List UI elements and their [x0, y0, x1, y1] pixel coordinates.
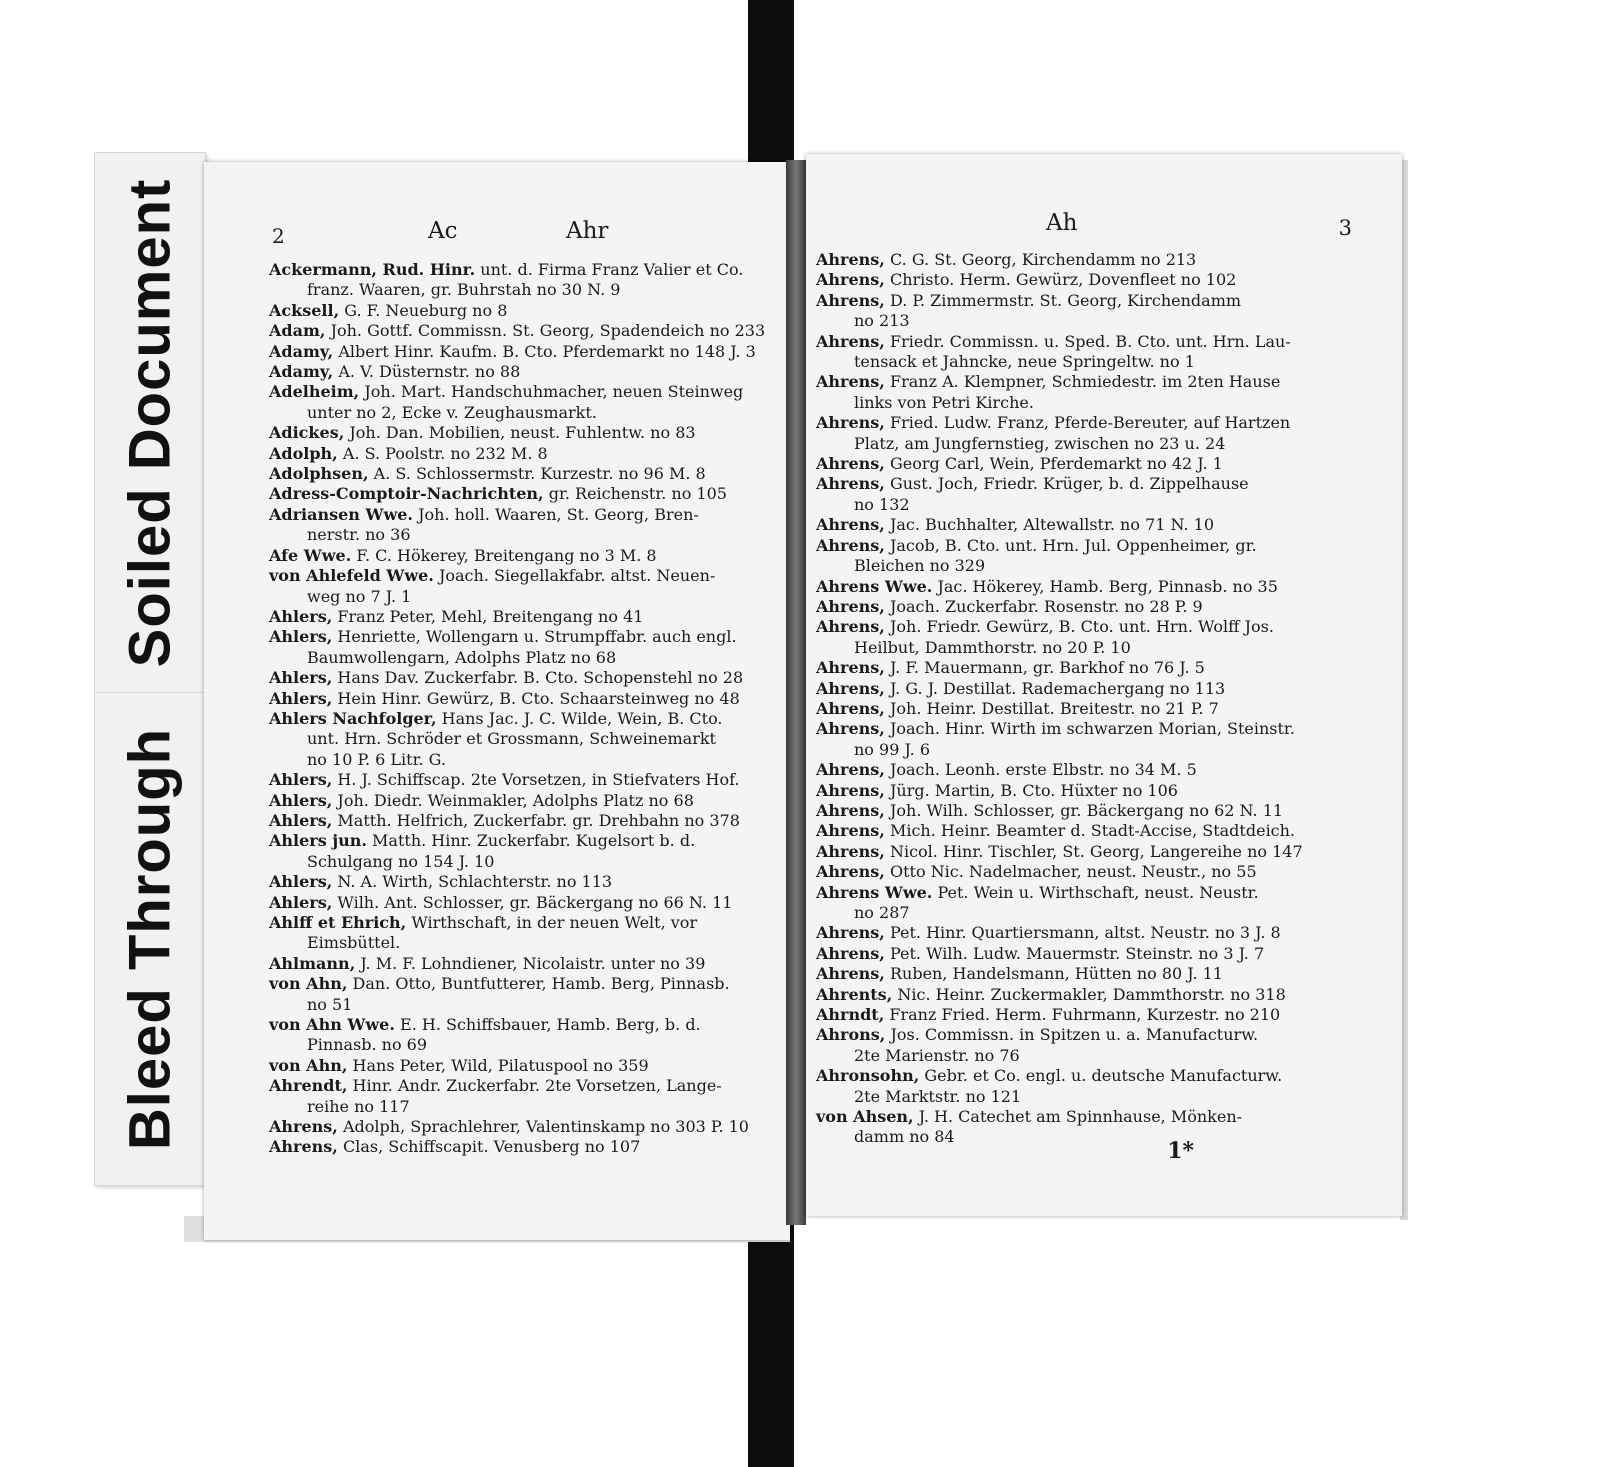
entry-name: Ahrens, — [816, 372, 885, 392]
directory-entry — [816, 801, 1380, 821]
entry-detail: Joach. Leonh. erste Elbstr. no 34 M. 5 — [889, 760, 1197, 780]
entry-name: Ahrens, — [816, 964, 885, 984]
entry-name: Adriansen Wwe. — [269, 504, 413, 524]
entry-detail: Fried. Ludw. Franz, Pferde-Bereuter, auf Hartzen — [889, 413, 1291, 433]
entry-name: Ahrens, — [816, 535, 885, 555]
entry-continuation: weg no 7 J. 1 — [307, 586, 412, 606]
entry-name: Ahrens, — [816, 617, 885, 637]
entry-name: von Ahn Wwe. — [269, 1015, 395, 1035]
entry-name: Adress-Comptoir-Nachrichten, — [269, 484, 544, 504]
entry-name: Ahlers, — [269, 668, 333, 688]
entry-detail: J. F. Mauermann, gr. Barkhof no 76 J. 5 — [889, 658, 1205, 678]
entry-detail: Hans Jac. J. C. Wilde, Wein, B. Cto. — [441, 708, 723, 728]
directory-entry — [269, 791, 768, 811]
entry-continuation: no 51 — [307, 994, 353, 1014]
right-header: Ah — [1046, 210, 1078, 236]
directory-entry — [816, 597, 1380, 617]
directory-entry — [816, 1005, 1380, 1025]
directory-entry — [816, 270, 1380, 290]
left-header-start: Ac — [428, 218, 458, 244]
entry-name: Adickes, — [269, 423, 345, 443]
right-page-header — [806, 210, 1402, 244]
directory-entry — [269, 321, 768, 341]
directory-entry — [816, 332, 1380, 373]
entry-name: Ahrens, — [816, 290, 885, 310]
entry-name: Ahrons, — [816, 1025, 886, 1045]
directory-entry — [269, 913, 768, 954]
entry-continuation: Schulgang no 154 J. 10 — [307, 851, 495, 871]
entry-continuation: unt. Hrn. Schröder et Grossmann, Schweinemarkt — [307, 729, 716, 749]
entry-detail: G. F. Neueburg no 8 — [344, 300, 508, 320]
right-page — [806, 154, 1402, 1216]
entry-detail: Albert Hinr. Kaufm. B. Cto. Pferdemarkt no 148 J. 3 — [338, 341, 756, 361]
entry-name: Ahrens, — [816, 413, 885, 433]
directory-entry — [269, 893, 768, 913]
entry-name: Ahrents, — [816, 984, 893, 1004]
directory-entry — [816, 679, 1380, 699]
directory-entry — [269, 423, 768, 443]
directory-entry — [269, 1137, 768, 1157]
entry-detail: Pet. Wilh. Ludw. Mauermstr. Steinstr. no 3 J. 7 — [889, 943, 1265, 963]
directory-entry — [816, 719, 1380, 760]
entry-continuation: 2te Marienstr. no 76 — [854, 1045, 1020, 1065]
directory-entry — [269, 1117, 768, 1137]
entry-detail: Franz A. Klempner, Schmiedestr. im 2ten Hause — [889, 372, 1281, 392]
entry-detail: Hans Peter, Wild, Pilatuspool no 359 — [352, 1055, 649, 1075]
directory-entry — [269, 668, 768, 688]
directory-entry — [269, 627, 768, 668]
directory-entry — [269, 505, 768, 546]
directory-entry — [816, 291, 1380, 332]
entry-name: Ahrens, — [816, 719, 885, 739]
entry-continuation: 2te Marktstr. no 121 — [854, 1086, 1022, 1106]
directory-entry — [269, 954, 768, 974]
directory-entry — [269, 974, 768, 1015]
entry-continuation: tensack et Jahncke, neue Springeltw. no 1 — [854, 352, 1195, 372]
directory-entry — [816, 474, 1380, 515]
entry-detail: Hans Dav. Zuckerfabr. B. Cto. Schopenstehl no 28 — [337, 668, 744, 688]
entry-name: von Ahn, — [269, 1055, 348, 1075]
entry-continuation: Baumwollengarn, Adolphs Platz no 68 — [307, 647, 617, 667]
entry-detail: F. C. Hökerey, Breitengang no 3 M. 8 — [356, 545, 657, 565]
left-page-number: 2 — [272, 224, 285, 248]
entry-continuation: franz. Waaren, gr. Buhrstah no 30 N. 9 — [307, 280, 621, 300]
entry-name: Ahrens, — [816, 678, 885, 698]
directory-entry — [269, 260, 768, 301]
entry-detail: Joh. Mart. Handschuhmacher, neuen Steinweg — [364, 382, 744, 402]
entry-name: Adam, — [269, 321, 326, 341]
entry-detail: Joh. Wilh. Schlosser, gr. Bäckergang no 62 N. 11 — [889, 800, 1284, 820]
entry-detail: Georg Carl, Wein, Pferdemarkt no 42 J. 1 — [889, 454, 1223, 474]
entry-name: Ahrens, — [816, 760, 885, 780]
entry-detail: C. G. St. Georg, Kirchendamm no 213 — [889, 250, 1197, 269]
entry-detail: Christo. Herm. Gewürz, Dovenfleet no 102 — [889, 270, 1237, 290]
entry-detail: Joh. Gottf. Commissn. St. Georg, Spadendeich no 233 — [330, 321, 766, 341]
entry-name: Adolphsen, — [269, 464, 369, 484]
entry-continuation: unter no 2, Ecke v. Zeughausmarkt. — [307, 402, 597, 422]
entry-detail: Hinr. Andr. Zuckerfabr. 2te Vorsetzen, Lange- — [352, 1076, 722, 1096]
entry-continuation: no 10 P. 6 Litr. G. — [307, 749, 446, 769]
directory-entry — [816, 862, 1380, 882]
directory-entry — [816, 536, 1380, 577]
entry-detail: Pet. Hinr. Quartiersmann, altst. Neustr. no 3 J. 8 — [889, 923, 1281, 943]
entry-detail: Jac. Hökerey, Hamb. Berg, Pinnasb. no 35 — [937, 576, 1278, 596]
entry-name: Ahrens, — [816, 250, 885, 269]
entry-name: Ahlers, — [269, 627, 333, 647]
entry-continuation: no 287 — [854, 903, 910, 922]
directory-entry — [269, 546, 768, 566]
bleed-through-card — [94, 692, 206, 1186]
directory-entry — [816, 923, 1380, 943]
entry-continuation: no 213 — [854, 311, 910, 331]
entry-continuation: Platz, am Jungfernstieg, zwischen no 23 u. 24 — [854, 433, 1226, 453]
directory-entry — [269, 342, 768, 362]
directory-entry — [269, 464, 768, 484]
entry-name: Ahrens, — [269, 1137, 338, 1157]
entry-name: Ahrens, — [816, 658, 885, 678]
directory-entry — [816, 577, 1380, 597]
directory-entry — [269, 301, 768, 321]
entry-name: Ahlers, — [269, 810, 333, 830]
entry-name: Adamy, — [269, 341, 334, 361]
entry-detail: Joh. Diedr. Weinmakler, Adolphs Platz no 68 — [337, 790, 694, 810]
entry-detail: A. S. Poolstr. no 232 M. 8 — [342, 443, 548, 463]
entry-detail: D. P. Zimmermstr. St. Georg, Kirchendamm — [889, 290, 1242, 310]
entry-name: Ahrens, — [816, 331, 885, 351]
entry-name: Ahrendt, — [269, 1076, 348, 1096]
entry-name: Adelheim, — [269, 382, 360, 402]
directory-entry — [269, 689, 768, 709]
entry-detail: Otto Nic. Nadelmacher, neust. Neustr., no 55 — [889, 862, 1257, 882]
entry-detail: Dan. Otto, Buntfutterer, Hamb. Berg, Pinnasb. — [352, 974, 730, 994]
entry-detail: Clas, Schiffscapit. Venusberg no 107 — [342, 1137, 641, 1157]
entry-detail: Franz Fried. Herm. Fuhrmann, Kurzestr. no 210 — [889, 1005, 1281, 1025]
entry-detail: Ruben, Handelsmann, Hütten no 80 J. 11 — [889, 964, 1223, 984]
directory-entry — [269, 811, 768, 831]
binding-clip-bottom — [748, 1222, 794, 1467]
entry-detail: Hein Hinr. Gewürz, B. Cto. Schaarsteinweg no 48 — [337, 688, 740, 708]
directory-entry — [269, 1015, 768, 1056]
entry-detail: unt. d. Firma Franz Valier et Co. — [480, 260, 744, 279]
entry-detail: Nic. Heinr. Zuckermakler, Dammthorstr. no 318 — [897, 984, 1286, 1004]
entry-continuation: nerstr. no 36 — [307, 525, 411, 545]
soiled-document-card — [94, 152, 206, 694]
entry-name: von Ahlefeld Wwe. — [269, 566, 434, 586]
entry-detail: Friedr. Commissn. u. Sped. B. Cto. unt. Hrn. Lau- — [889, 331, 1291, 351]
entry-detail: Pet. Wein u. Wirthschaft, neust. Neustr. — [937, 882, 1259, 902]
entry-detail: Jürg. Martin, B. Cto. Hüxter no 106 — [889, 780, 1178, 800]
entry-continuation: Heilbut, Dammthorstr. no 20 P. 10 — [854, 637, 1131, 657]
directory-entry — [269, 1076, 768, 1117]
entry-name: Ahrens, — [269, 1117, 338, 1137]
entry-detail: Joh. Heinr. Destillat. Breitestr. no 21 P. 7 — [889, 698, 1219, 718]
entry-name: Ahlers, — [269, 770, 333, 790]
entry-name: von Ahsen, — [816, 1107, 914, 1127]
entry-name: Ahrens Wwe. — [816, 576, 933, 596]
entry-name: Ahlff et Ehrich, — [269, 913, 407, 932]
entry-detail: Matth. Hinr. Zuckerfabr. Kugelsort b. d. — [372, 831, 696, 851]
directory-entry — [269, 770, 768, 790]
entry-name: Ahlers, — [269, 790, 333, 810]
entry-name: Adamy, — [269, 362, 334, 382]
entry-detail: Joh. Dan. Mobilien, neust. Fuhlentw. no 83 — [349, 423, 696, 443]
directory-entry — [269, 709, 768, 770]
directory-entry — [816, 372, 1380, 413]
binding-clip-top — [748, 0, 794, 168]
directory-entry — [816, 454, 1380, 474]
entry-detail: Jacob, B. Cto. unt. Hrn. Jul. Oppenheimer, gr. — [889, 535, 1257, 555]
entry-detail: Joh. holl. Waaren, St. Georg, Bren- — [418, 504, 699, 524]
directory-entry — [269, 1056, 768, 1076]
entry-continuation: Bleichen no 329 — [854, 556, 986, 576]
entry-name: Ahrens, — [816, 841, 885, 861]
entry-detail: E. H. Schiffsbauer, Hamb. Berg, b. d. — [400, 1015, 701, 1035]
entry-detail: Gebr. et Co. engl. u. deutsche Manufacturw. — [924, 1066, 1283, 1086]
entry-detail: Joh. Friedr. Gewürz, B. Cto. unt. Hrn. Wolff Jos. — [889, 617, 1274, 637]
directory-entry — [816, 1107, 1380, 1148]
left-page-header — [204, 218, 790, 252]
entry-detail: Adolph, Sprachlehrer, Valentinskamp no 303 P. 10 — [342, 1117, 749, 1137]
entry-continuation: Eimsbüttel. — [307, 933, 401, 953]
entry-detail: H. J. Schiffscap. 2te Vorsetzen, in Stiefvaters Hof. — [337, 770, 740, 790]
directory-entry — [269, 607, 768, 627]
entry-continuation: no 99 J. 6 — [854, 739, 930, 759]
entry-name: Ahlers, — [269, 872, 333, 892]
left-entry-list — [269, 260, 768, 1158]
directory-entry — [816, 699, 1380, 719]
directory-entry — [816, 985, 1380, 1005]
entry-continuation: links von Petri Kirche. — [854, 392, 1034, 412]
entry-detail: Wirthschaft, in der neuen Welt, vor — [411, 913, 698, 932]
entry-detail: Henriette, Wollengarn u. Strumpffabr. auch engl. — [337, 627, 737, 647]
directory-entry — [269, 566, 768, 607]
entry-detail: N. A. Wirth, Schlachterstr. no 113 — [337, 872, 613, 892]
entry-detail: Joach. Hinr. Wirth im schwarzen Morian, Steinstr. — [889, 719, 1295, 739]
directory-entry — [816, 1066, 1380, 1107]
entry-name: Ahrens, — [816, 270, 885, 290]
entry-name: Ahrens, — [816, 515, 885, 535]
entry-detail: Gust. Joch, Friedr. Krüger, b. d. Zippelhause — [889, 474, 1249, 494]
entry-detail: Jos. Commissn. in Spitzen u. a. Manufacturw. — [890, 1025, 1259, 1045]
entry-name: Ahlers Nachfolger, — [269, 708, 437, 728]
directory-entry — [269, 444, 768, 464]
bleed-through-label: Bleed Through — [117, 727, 183, 1151]
directory-entry — [816, 883, 1380, 924]
directory-entry — [816, 964, 1380, 984]
entry-name: Ahrens, — [816, 780, 885, 800]
directory-entry — [816, 413, 1380, 454]
entry-detail: J. H. Catechet am Spinnhause, Mönken- — [918, 1107, 1243, 1127]
entry-detail: Mich. Heinr. Beamter d. Stadt-Accise, Stadtdeich. — [889, 821, 1296, 841]
entry-name: Acksell, — [269, 300, 340, 320]
signature-mark: 1* — [1167, 1138, 1194, 1164]
entry-name: Ahlers jun. — [269, 831, 367, 851]
entry-name: Ahlers, — [269, 688, 333, 708]
directory-entry — [816, 617, 1380, 658]
directory-entry — [816, 1025, 1380, 1066]
directory-entry — [269, 831, 768, 872]
entry-name: Ahrens, — [816, 454, 885, 474]
left-page — [204, 162, 790, 1240]
entry-name: Ahrens, — [816, 862, 885, 882]
entry-name: von Ahn, — [269, 974, 348, 994]
entry-name: Ahlers, — [269, 892, 333, 912]
entry-name: Afe Wwe. — [269, 545, 352, 565]
entry-continuation: no 132 — [854, 494, 910, 514]
right-page-number: 3 — [1338, 216, 1352, 240]
entry-detail: A. V. Düsternstr. no 88 — [338, 362, 521, 382]
directory-entry — [269, 382, 768, 423]
entry-detail: Joach. Zuckerfabr. Rosenstr. no 28 P. 9 — [889, 596, 1203, 616]
entry-name: Ahlmann, — [269, 953, 356, 973]
directory-entry — [816, 821, 1380, 841]
entry-name: Ahronsohn, — [816, 1066, 920, 1086]
directory-entry — [269, 362, 768, 382]
entry-detail: A. S. Schlossermstr. Kurzestr. no 96 M. 8 — [373, 464, 706, 484]
entry-name: Ahrndt, — [816, 1005, 885, 1025]
entry-name: Ahrens, — [816, 698, 885, 718]
entry-name: Ahlers, — [269, 606, 333, 626]
directory-entry — [816, 944, 1380, 964]
entry-name: Ahrens, — [816, 943, 885, 963]
entry-name: Ahrens, — [816, 800, 885, 820]
entry-detail: Jac. Buchhalter, Altewallstr. no 71 N. 10 — [889, 515, 1215, 535]
directory-entry — [816, 658, 1380, 678]
left-header-end: Ahr — [566, 218, 609, 244]
directory-entry — [269, 872, 768, 892]
entry-detail: J. G. J. Destillat. Rademachergang no 113 — [889, 678, 1226, 698]
directory-entry — [816, 515, 1380, 535]
right-entry-list — [816, 250, 1380, 1148]
entry-detail: gr. Reichenstr. no 105 — [548, 484, 727, 504]
entry-name: Adolph, — [269, 443, 338, 463]
directory-entry — [816, 842, 1380, 862]
directory-entry — [816, 781, 1380, 801]
entry-name: Ahrens, — [816, 474, 885, 494]
entry-name: Ahrens, — [816, 923, 885, 943]
entry-detail: Nicol. Hinr. Tischler, St. Georg, Langereihe no 147 — [889, 841, 1303, 861]
soiled-document-label: Soiled Document — [117, 178, 183, 668]
entry-name: Ahrens Wwe. — [816, 882, 933, 902]
entry-detail: Matth. Helfrich, Zuckerfabr. gr. Drehbahn no 378 — [337, 810, 740, 830]
entry-continuation: damm no 84 — [854, 1127, 955, 1147]
entry-name: Ahrens, — [816, 821, 885, 841]
directory-entry — [816, 760, 1380, 780]
directory-entry — [816, 250, 1380, 270]
book-gutter — [786, 160, 806, 1225]
entry-name: Ackermann, Rud. Hinr. — [269, 260, 476, 279]
entry-name: Ahrens, — [816, 596, 885, 616]
entry-continuation: Pinnasb. no 69 — [307, 1035, 428, 1055]
directory-entry — [269, 484, 768, 504]
entry-detail: J. M. F. Lohndiener, Nicolaistr. unter no 39 — [360, 953, 706, 973]
entry-continuation: reihe no 117 — [307, 1096, 410, 1116]
entry-detail: Franz Peter, Mehl, Breitengang no 41 — [337, 606, 644, 626]
entry-detail: Joach. Siegellakfabr. altst. Neuen- — [438, 566, 716, 586]
entry-detail: Wilh. Ant. Schlosser, gr. Bäckergang no 66 N. 11 — [337, 892, 733, 912]
